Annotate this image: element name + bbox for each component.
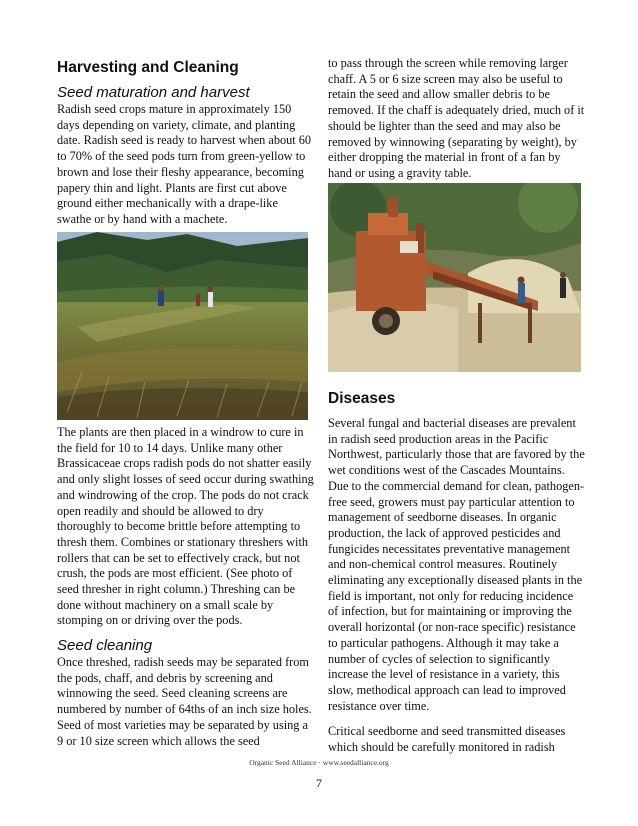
section-heading-harvesting: Harvesting and Cleaning [57, 59, 239, 76]
seed-thresher-photo [328, 183, 581, 372]
page-footer: Organic Seed Alliance · www.seedalliance.org [249, 758, 389, 767]
paragraph-diseases: Several fungal and bacterial diseases are prevalent in radish seed production areas in the Pacific Northwest, particularly those that are favored by the wet conditions west of the Cascades Mountains. Due to the commercial demand for clean, pathogen-free seed, growers must pay particular attention to management of seedborne diseases. In organic production, the lack of approved pesticides and fungicides necessitates preventative management and non-chemical control measures. Routinely eliminating any exceptionally diseased plants in the field is important, not only for reducing incidence of infection, but for maintaining or improving the overall horizontal (or non-race specific) resistance to particular pathogens. Although it may take a number of cycles of selection to significantly increase the level of resistance in a variety, this slow, methodical approach can lead to improved resistance over time. [328, 416, 585, 713]
subheading-seed-cleaning: Seed cleaning [57, 637, 153, 654]
subheading-seed-maturation: Seed maturation and harvest [57, 84, 250, 101]
paragraph-windrow-threshing: The plants are then placed in a windrow to cure in the field for 10 to 14 days. Unlike many other Brassicaceae crops radish pods do not shatter easily and only slight losses of seed occur during swathing and windrowing of the crop. The pods do not crack open readily and should be allowed to dry thoroughly to become brittle before attempting to thresh them. Combines or stationary threshers with rollers that can be set to effectively crack, but not crush, the pods are most efficient. (See photo of seed thresher in right column.) Threshing can be done without machinery on a small scale by stomping on or driving over the pods. [57, 425, 314, 628]
section-heading-diseases: Diseases [328, 390, 396, 407]
paragraph-screening: to pass through the screen while removing larger chaff. A 5 or 6 size screen may also be useful to retain the seed and allow smaller debris to be removed. If the chaff is adequately dried, much of it should be lighter than the seed and may also be removed by winnowing (separating by weight), by either dropping the material in front of a fan by hand or using a gravity table. [328, 56, 585, 180]
page-number: 7 [316, 776, 322, 790]
paragraph-seed-cleaning: Once threshed, radish seeds may be separated from the pods, chaff, and debris by screening and winnowing the seed. Seed cleaning screens are numbered by number of 64ths of an inch size holes. Seed of most varieties may be separated by using a 9 or 10 size screen which allows the seed [57, 655, 312, 748]
paragraph-critical-diseases: Critical seedborne and seed transmitted diseases which should be carefully monitored in radish [328, 724, 566, 754]
paragraph-maturation: Radish seed crops mature in approximately 150 days depending on variety, climate, and planting date. Radish seed is ready to harvest when about 60 to 70% of the seed pods turn from green-yellow to brown and lose their fleshy appearance, becoming papery thin and light. Plants are first cut above ground either mechanically with a drape-like swathe or by hand with a machete. [57, 102, 312, 226]
field-harvest-photo [57, 232, 308, 420]
